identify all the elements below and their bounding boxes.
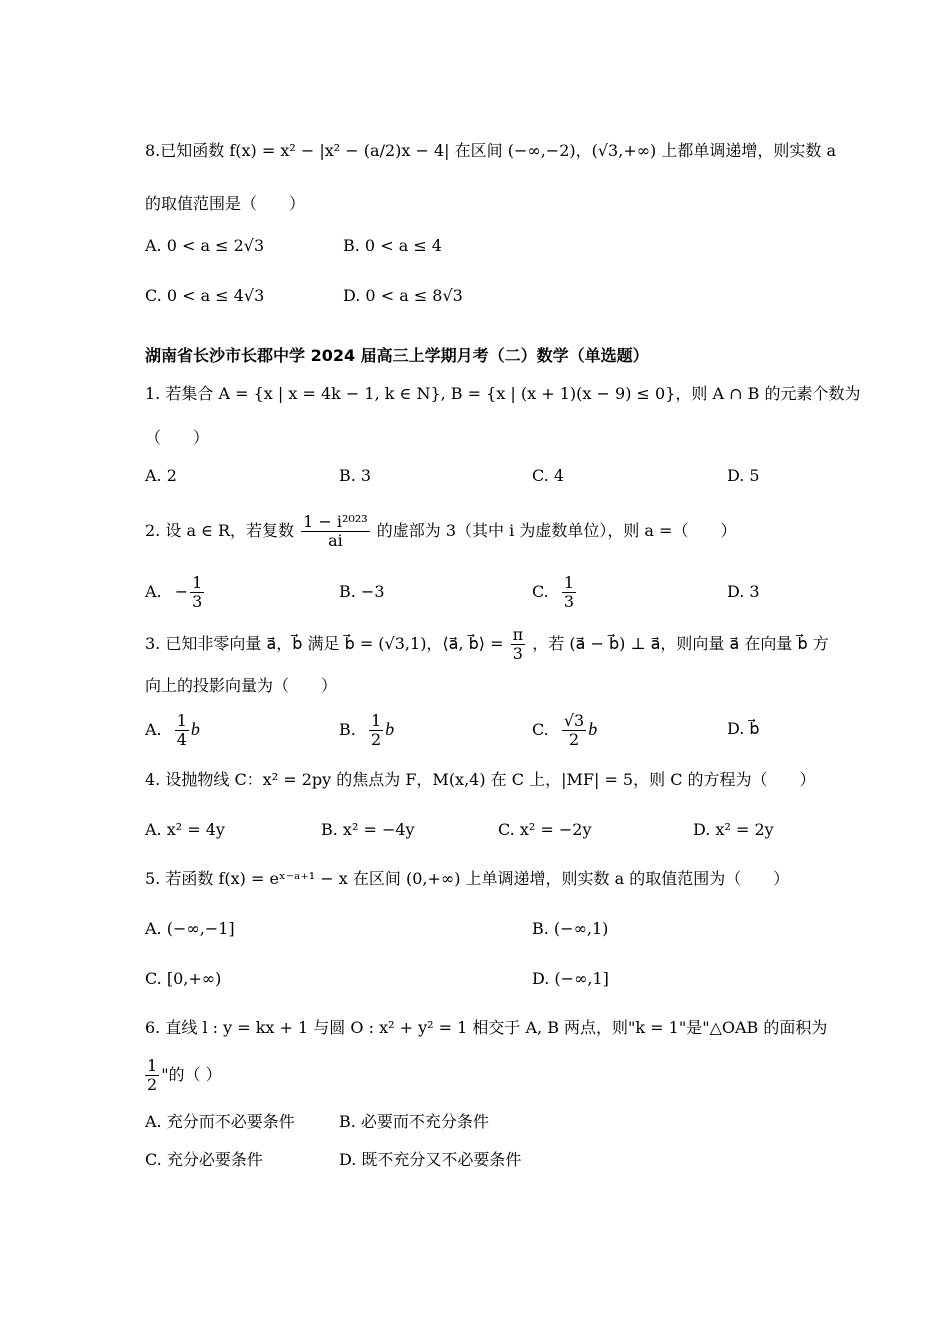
q6-fraction <box>145 1057 159 1094</box>
q1-stem-line2: （ ） <box>145 428 210 447</box>
q3-option-a-fraction <box>175 712 189 749</box>
q6-option-c: C. 充分必要条件 <box>145 1150 263 1169</box>
q2-stem-pre: 2. 设 a ∈ R，若复数 <box>145 521 295 540</box>
q1-option-a: A. 2 <box>145 466 177 485</box>
q3-option-c-numerator: √3 <box>563 711 585 730</box>
q8-stem-line2: 的取值范围是（ ） <box>145 194 306 213</box>
q4-option-d: D. x² = 2y <box>693 820 774 839</box>
q5-option-c: C. [0,+∞) <box>145 969 222 988</box>
q2-stem-post: 的虚部为 3（其中 i 为虚数单位），则 a =（ ） <box>376 521 737 540</box>
q6-fraction-numerator: 1 <box>147 1056 158 1075</box>
q8-option-d: D. 0 < a ≤ 8√3 <box>343 286 463 305</box>
q3-option-b-fraction <box>369 712 383 749</box>
q4-option-b: B. x² = −4y <box>321 820 415 839</box>
q2-option-a-fraction <box>190 574 204 611</box>
q8-stem-line1: 8.已知函数 f(x) = x² − |x² − (a/2)x − 4| 在区间 (−∞,−2)，(√3,+∞) 上都单调递增，则实数 a <box>145 141 837 160</box>
q2-stem <box>145 508 736 554</box>
q3-option-a-denominator: 4 <box>176 730 187 749</box>
q4-option-a: A. x² = 4y <box>145 820 225 839</box>
q2-fraction-numerator: 1 − i²⁰²³ <box>303 512 368 531</box>
q6-fraction-denominator: 2 <box>147 1075 158 1094</box>
q3-option-a-vector: b⃗ <box>190 719 214 739</box>
q3-stem-line1 <box>145 621 829 667</box>
q3-fraction <box>511 626 526 663</box>
q3-option-a <box>145 709 214 750</box>
q8-option-a: A. 0 < a ≤ 2√3 <box>145 236 265 255</box>
q2-fraction-denominator: ai <box>328 531 343 550</box>
q5-stem: 5. 若函数 f(x) = eˣ⁻ᵃ⁺¹ − x 在区间 (0,+∞) 上单调递增，则实数 a 的取值范围为（ ） <box>145 869 790 888</box>
q3-option-c-denominator: 2 <box>568 730 580 749</box>
q2-option-a <box>145 572 206 612</box>
section-title: 湖南省长沙市长郡中学 2024 届高三上学期月考（二）数学（单选题） <box>145 346 649 365</box>
q6-stem-line1: 6. 直线 l : y = kx + 1 与圆 O : x² + y² = 1 相交于 A, B 两点，则"k = 1"是"△OAB 的面积为 <box>145 1018 828 1037</box>
q3-fraction-denominator: 3 <box>512 644 523 663</box>
q3-option-c-fraction <box>562 712 586 749</box>
q2-option-a-label: A. <box>145 582 162 601</box>
q3-option-b <box>339 709 408 750</box>
q2-option-c-numerator: 1 <box>563 573 575 592</box>
q2-option-c-label: C. <box>532 582 549 601</box>
q3-option-b-label: B. <box>339 720 356 739</box>
q2-option-c-denominator: 3 <box>563 592 575 611</box>
q1-stem-line1: 1. 若集合 A = {x | x = 4k − 1, k ∈ N}, B = {x | (x + 1)(x − 9) ≤ 0}，则 A ∩ B 的元素个数为 <box>145 384 861 403</box>
q3-option-c-label: C. <box>532 720 549 739</box>
q2-option-a-sign: − <box>174 582 189 601</box>
q6-option-b: B. 必要而不充分条件 <box>339 1112 489 1131</box>
q4-stem: 4. 设抛物线 C：x² = 2py 的焦点为 F，M(x,4) 在 C 上，|MF| = 5，则 C 的方程为（ ） <box>145 770 816 789</box>
q3-option-b-numerator: 1 <box>370 711 382 730</box>
q6-option-d: D. 既不充分又不必要条件 <box>339 1150 522 1169</box>
q3-option-c-vector: b⃗ <box>588 719 612 739</box>
q8-option-b: B. 0 < a ≤ 4 <box>343 236 442 255</box>
q3-option-a-label: A. <box>145 720 162 739</box>
q1-option-c: C. 4 <box>532 466 565 485</box>
q6-option-a: A. 充分而不必要条件 <box>145 1112 295 1131</box>
q6-stem-post: "的（ ） <box>161 1065 222 1084</box>
q2-option-c <box>532 572 578 612</box>
q3-option-c <box>532 709 611 750</box>
q2-option-d: D. 3 <box>727 582 760 601</box>
q1-option-d: D. 5 <box>727 466 760 485</box>
q4-option-c: C. x² = −2y <box>498 820 592 839</box>
q2-option-c-fraction <box>562 574 576 611</box>
q2-option-a-numerator: 1 <box>192 573 203 592</box>
q5-option-b: B. (−∞,1) <box>532 919 609 938</box>
q3-option-b-vector: b⃗ <box>385 719 409 739</box>
q5-option-a: A. (−∞,−1] <box>145 919 235 938</box>
q3-option-d: D. b⃗ <box>727 719 760 738</box>
q2-option-a-denominator: 3 <box>192 592 203 611</box>
q3-option-b-denominator: 2 <box>370 730 382 749</box>
q3-option-a-numerator: 1 <box>176 711 187 730</box>
q3-fraction-numerator: π <box>512 625 524 644</box>
q2-fraction <box>301 513 370 550</box>
q6-stem-line2 <box>145 1052 222 1098</box>
q3-stem-post: ，若 (a⃗ − b⃗) ⊥ a⃗，则向量 a⃗ 在向量 b⃗ 方 <box>532 634 829 653</box>
q1-option-b: B. 3 <box>339 466 372 485</box>
q8-option-c: C. 0 < a ≤ 4√3 <box>145 286 265 305</box>
q3-stem-line2: 向上的投影向量为（ ） <box>145 676 338 695</box>
q2-option-b: B. −3 <box>339 582 385 601</box>
q3-stem-pre: 3. 已知非零向量 a⃗，b⃗ 满足 b⃗ = (√3,1)，⟨a⃗, b⃗⟩ = <box>145 634 504 653</box>
q5-option-d: D. (−∞,1] <box>532 969 609 988</box>
